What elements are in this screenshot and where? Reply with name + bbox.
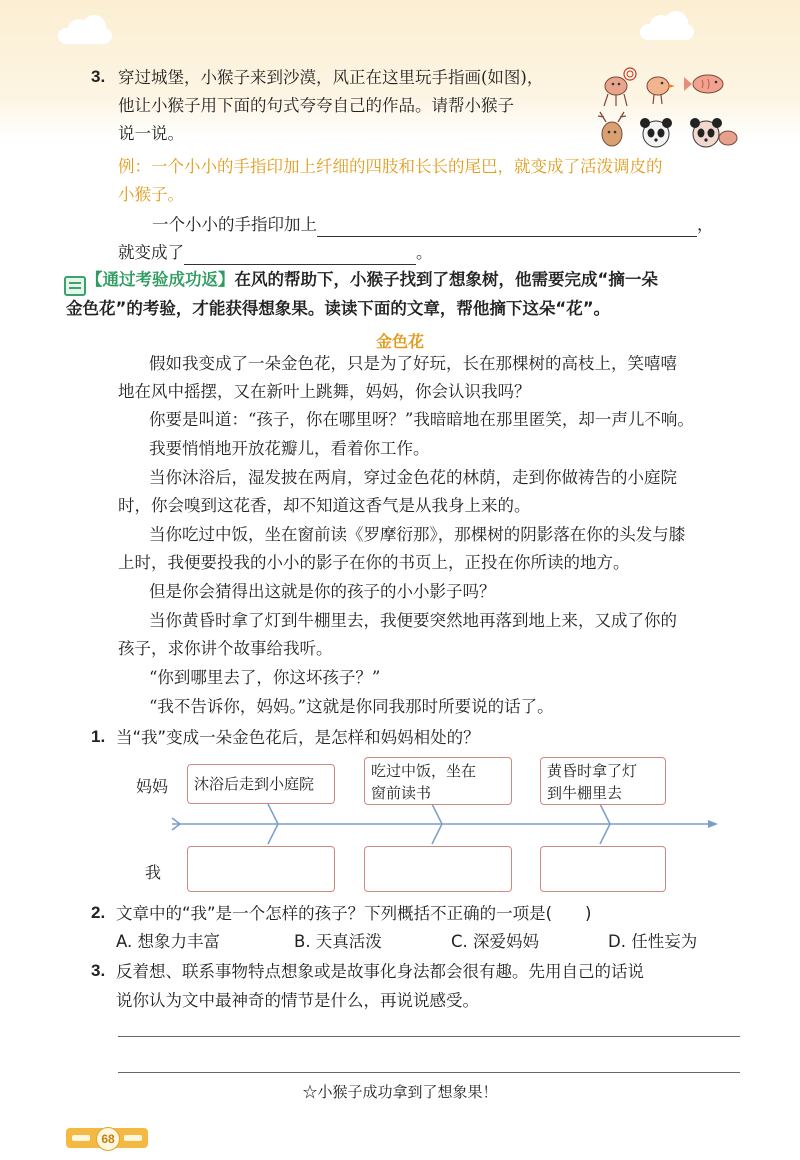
me-answer-box-3[interactable] <box>540 846 666 892</box>
article-line: 但是你会猜得出这就是你的孩子的小小影子吗？ <box>149 582 496 601</box>
question-number: 1. <box>91 727 106 746</box>
article-line: 当你沐浴后，湿发披在两肩，穿过金色花的林荫，走到你做祷告的小庭院 <box>149 468 677 487</box>
article-line: 你要是叫道：“孩子，你在哪里呀？”我暗暗地在那里匿笑，却一声儿不响。 <box>149 410 694 429</box>
question-number: 3. <box>91 961 106 980</box>
section-list-icon <box>64 276 86 296</box>
box-line: 黄昏时拿了灯 <box>547 762 638 780</box>
completion-note: ☆小猴子成功拿到了想象果！ <box>302 1083 498 1101</box>
fill-suffix: 。 <box>416 243 433 262</box>
answer-line[interactable] <box>118 1072 740 1073</box>
section-tag: 【通过考验成功返】 <box>86 270 235 289</box>
fingerprint-monkey-icon <box>604 77 627 106</box>
fill-prefix: 就变成了 <box>118 243 184 262</box>
article-line: 时，你会嗅到这花香，却不知道这香气是从我身上来的。 <box>118 496 531 515</box>
mom-box-2 <box>364 757 512 805</box>
fill-in-sentence <box>118 241 433 265</box>
example-text: 例：一个小小的手指印加上纤细的四肢和长长的尾巴，就变成了活泼调皮的 <box>118 157 663 176</box>
article-line: “我不告诉你，妈妈。”这就是你同我那时所要说的话了。 <box>149 697 554 716</box>
article-line: 假如我变成了一朵金色花，只是为了好玩，长在那棵树的高枝上，笑嘻嘻 <box>149 354 677 373</box>
cloud-decoration <box>58 28 112 44</box>
fill-prefix: 一个小小的手指印加上 <box>152 215 317 234</box>
page-number-badge <box>66 1128 148 1148</box>
fingerprint-bird-icon <box>647 77 675 104</box>
fingerprint-panda-icon <box>690 118 737 147</box>
mom-box-3 <box>540 757 666 805</box>
question-text: 说你认为文中最神奇的情节是什么，再说说感受。 <box>116 991 479 1010</box>
example-text: 小猴子。 <box>118 185 184 204</box>
fingerprint-fish-icon <box>684 75 723 93</box>
me-answer-box-1[interactable] <box>187 846 335 892</box>
fingerprint-deer-icon <box>598 112 626 146</box>
option-a[interactable]: A. 想象力丰富 <box>116 932 220 951</box>
badge-decoration <box>72 1135 90 1141</box>
box-line: 到牛棚里去 <box>547 784 623 802</box>
section-intro <box>86 268 658 292</box>
diagram-label-mom: 妈妈 <box>136 777 169 796</box>
me-answer-box-2[interactable] <box>364 846 512 892</box>
question-text: 说一说。 <box>118 124 184 143</box>
diagram-label-me: 我 <box>145 863 162 882</box>
article-title: 金色花 <box>375 332 424 351</box>
mom-box-1: 沐浴后走到小庭院 <box>187 764 335 804</box>
option-c[interactable]: C. 深爱妈妈 <box>451 932 540 951</box>
fingerprint-snail-icon <box>624 68 636 80</box>
answer-blank[interactable] <box>184 246 416 265</box>
fill-in-sentence <box>152 213 714 237</box>
question-number: 2. <box>91 903 106 922</box>
box-line: 吃过中饭，坐在 <box>371 762 477 780</box>
question-number: 3. <box>91 67 106 86</box>
article-line: 上时，我便要投我的小小的影子在你的书页上，正投在你所读的地方。 <box>118 553 630 572</box>
article-line: 我要悄悄地开放花瓣儿，看着你工作。 <box>149 439 430 458</box>
article-line: 地在风中摇摆，又在新叶上跳舞，妈妈，你会认识我吗？ <box>118 382 531 401</box>
article-line: 当你吃过中饭，坐在窗前读《罗摩衍那》，那棵树的阴影落在你的头发与膝 <box>149 525 686 544</box>
question-text: 他让小猴子用下面的句式夸夸自己的作品。请帮小猴子 <box>118 96 514 115</box>
option-d[interactable]: D. 任性妄为 <box>608 932 698 951</box>
answer-line[interactable] <box>118 1036 740 1037</box>
answer-blank[interactable] <box>317 218 697 237</box>
question-text: 当“我”变成一朵金色花后，是怎样和妈妈相处的？ <box>116 728 480 747</box>
section-text: 在风的帮助下，小猴子找到了想象树，他需要完成“摘一朵 <box>234 270 658 289</box>
article-line: “你到哪里去了，你这坏孩子？” <box>149 668 381 687</box>
fill-suffix: ， <box>697 215 714 234</box>
cloud-decoration <box>640 24 694 40</box>
option-b[interactable]: B. 天真活泼 <box>294 932 382 951</box>
fingerprint-drawings-image <box>596 62 746 154</box>
article-line: 当你黄昏时拿了灯到牛棚里去，我便要突然地再落到地上来，又成了你的 <box>149 611 677 630</box>
question-text: 反着想、联系事物特点想象或是故事化身法都会很有趣。先用自己的话说 <box>116 962 644 981</box>
box-line: 窗前读书 <box>371 784 432 802</box>
question-text: 穿过城堡，小猴子来到沙漠，风正在这里玩手指画(如图)， <box>118 68 544 87</box>
fingerprint-panda-icon <box>640 118 672 147</box>
question-text: 文章中的“我”是一个怎样的孩子？下列概括不正确的一项是( ) <box>116 904 592 923</box>
badge-decoration <box>124 1135 142 1141</box>
article-line: 孩子，求你讲个故事给我听。 <box>118 639 333 658</box>
section-text: 金色花”的考验，才能获得想象果。读读下面的文章，帮他摘下这朵“花”。 <box>66 299 611 318</box>
page-number: 68 <box>96 1127 120 1151</box>
